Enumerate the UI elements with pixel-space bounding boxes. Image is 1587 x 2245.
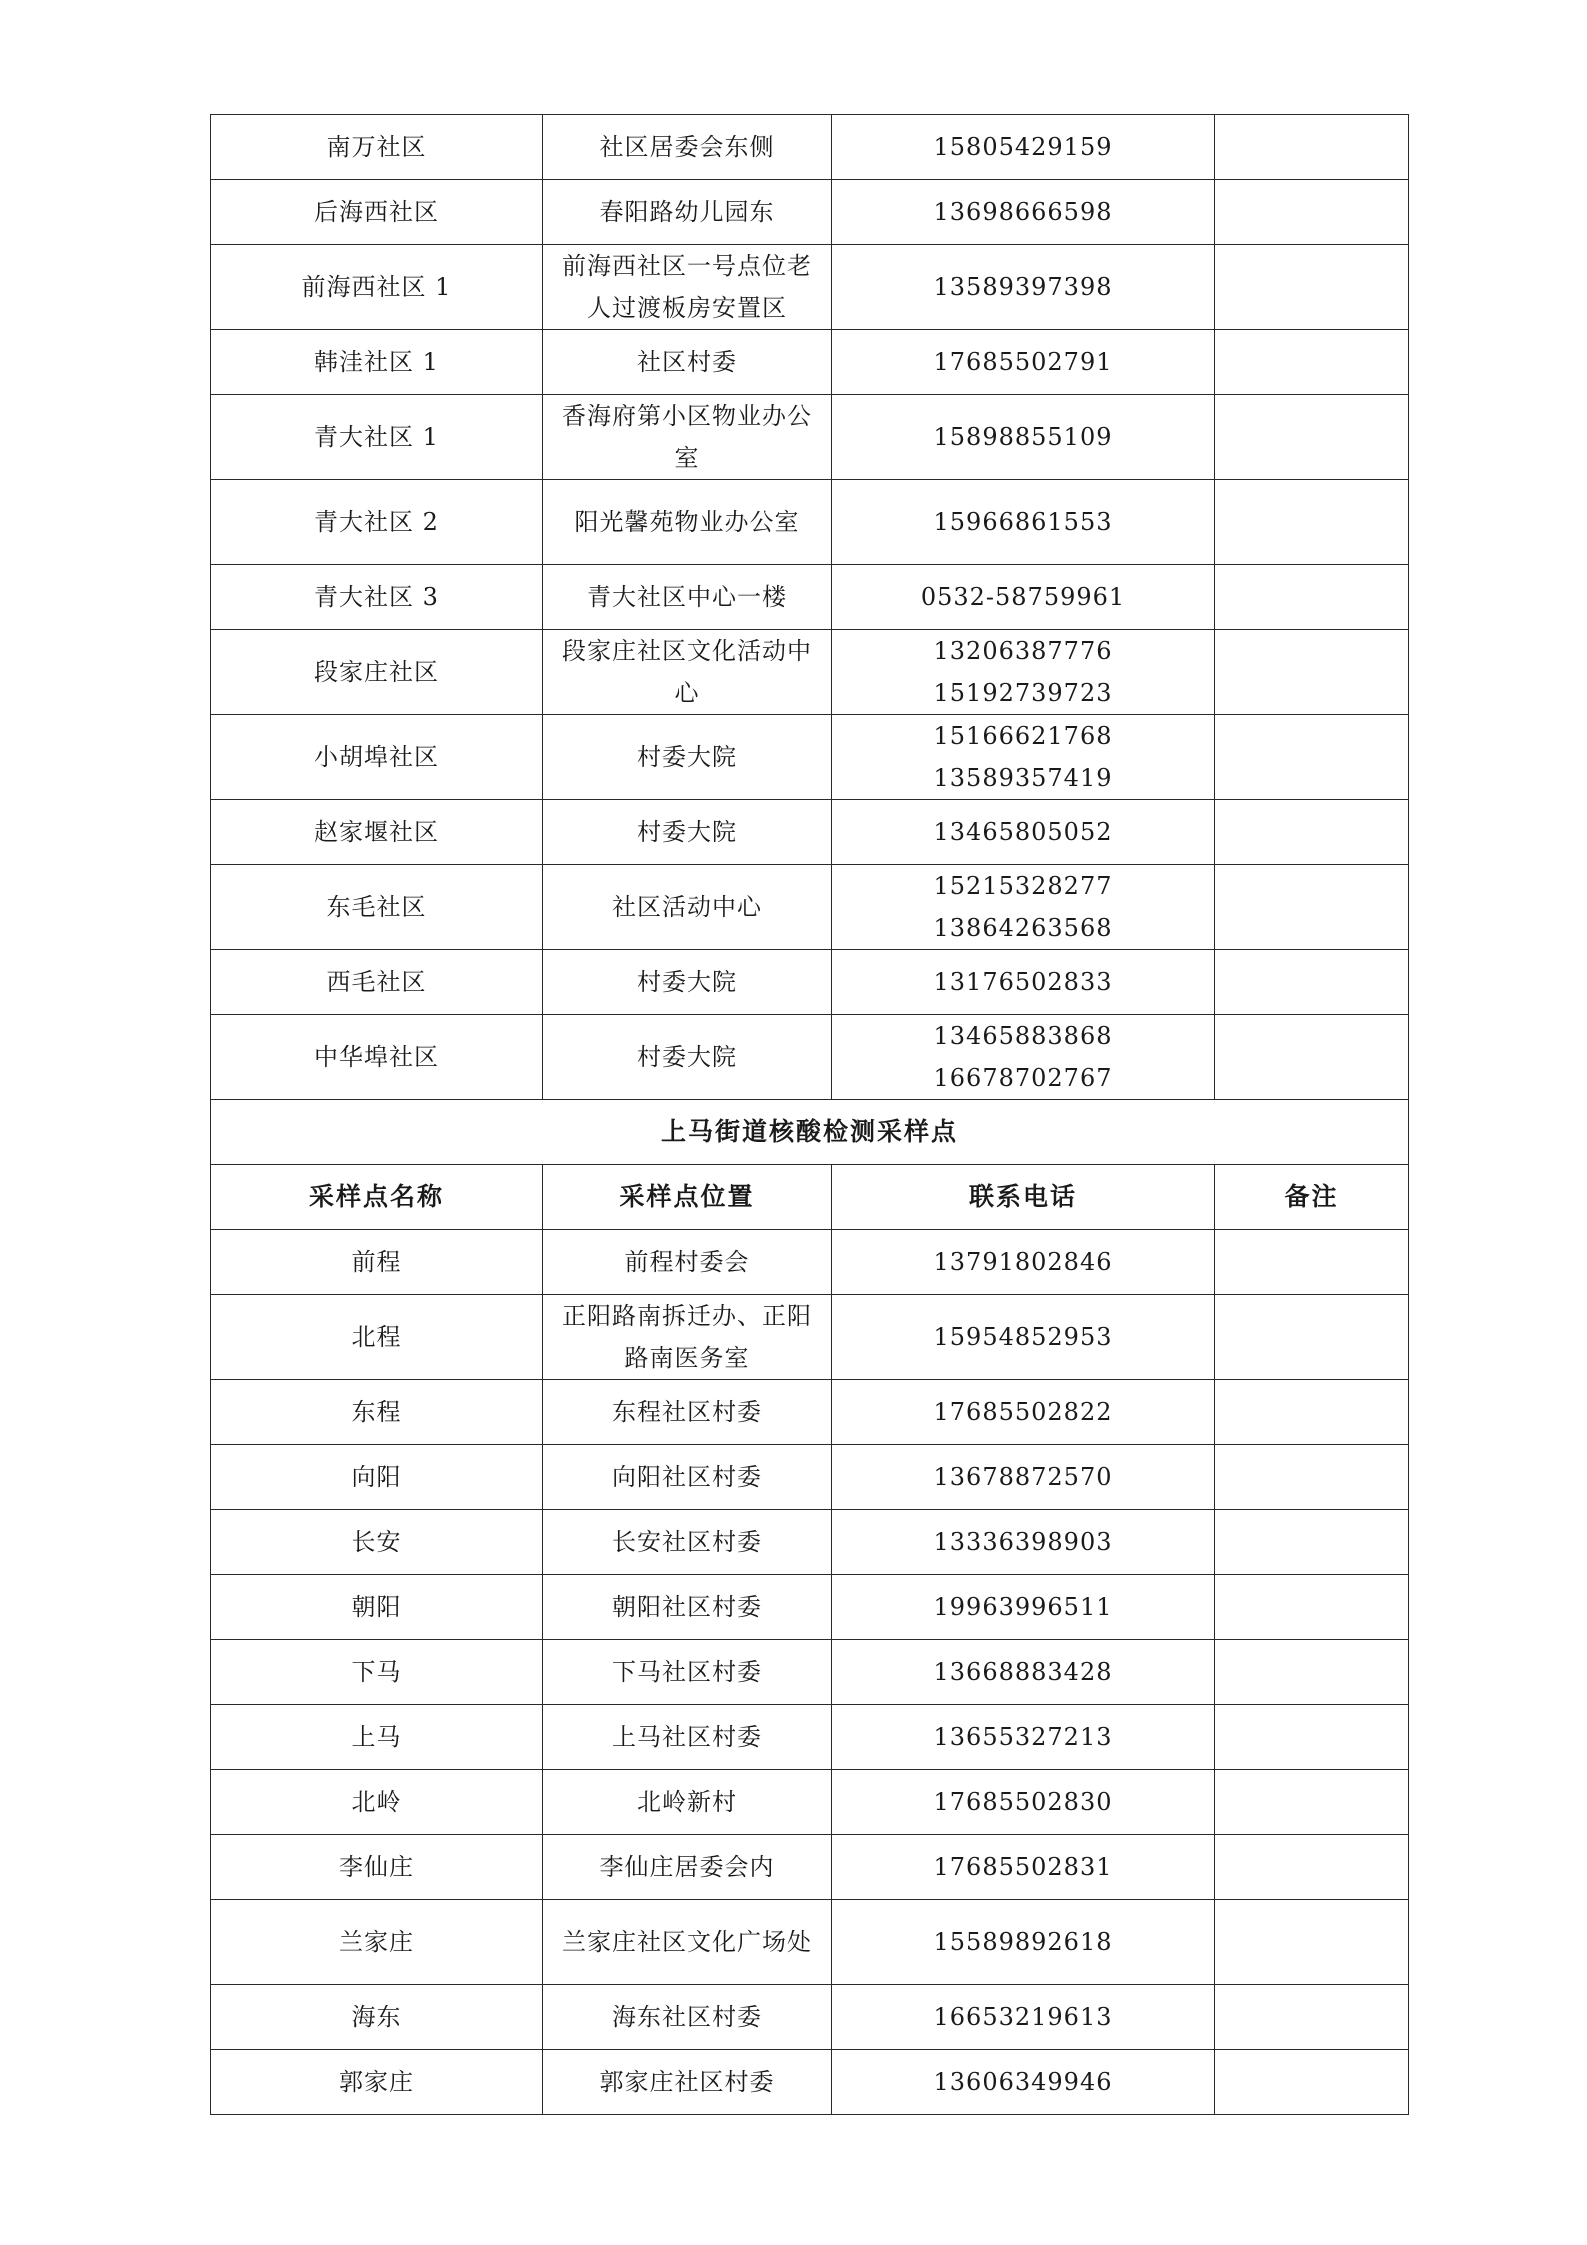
- cell-name: 北岭: [211, 1770, 543, 1835]
- phone-number: 13176502833: [933, 968, 1113, 996]
- table-row: [211, 2050, 1409, 2115]
- table-row: [211, 630, 1409, 715]
- table2-body: [211, 1230, 1409, 2115]
- cell-name: 青大社区 2: [211, 480, 543, 565]
- table-row: [211, 1445, 1409, 1510]
- phone-number: 16653219613: [933, 2003, 1113, 2031]
- cell-phone: [832, 565, 1215, 630]
- cell-phone: [832, 330, 1215, 395]
- cell-phone: [832, 395, 1215, 480]
- location-text: 村委大院: [637, 743, 737, 771]
- cell-name: 韩洼社区 1: [211, 330, 543, 395]
- phone-number: 17685502831: [933, 1853, 1113, 1881]
- cell-location: [543, 1380, 832, 1445]
- cell-note: [1215, 565, 1409, 630]
- cell-location: [543, 245, 832, 330]
- location-text: 前程村委会: [624, 1248, 750, 1276]
- table-row: [211, 1510, 1409, 1575]
- cell-name: 朝阳: [211, 1575, 543, 1640]
- table-row: [211, 1230, 1409, 1295]
- cell-note: [1215, 115, 1409, 180]
- table-header-row: [211, 1165, 1409, 1230]
- document-page: [210, 114, 1408, 2115]
- cell-location: [543, 1295, 832, 1380]
- phone-number: 15898855109: [933, 423, 1113, 451]
- location-text: 社区村委: [637, 348, 737, 376]
- sampling-points-table: [210, 114, 1409, 2115]
- location-text: 村委大院: [637, 968, 737, 996]
- cell-phone: [832, 1295, 1215, 1380]
- cell-location: [543, 1510, 832, 1575]
- cell-phone: [832, 1575, 1215, 1640]
- table-row: [211, 1985, 1409, 2050]
- cell-note: [1215, 715, 1409, 800]
- cell-location: [543, 115, 832, 180]
- cell-phone: [832, 1380, 1215, 1445]
- phone-number: 13589397398: [933, 273, 1113, 301]
- cell-note: [1215, 1380, 1409, 1445]
- phone-number: 16678702767: [933, 1064, 1113, 1092]
- cell-note: [1215, 1015, 1409, 1100]
- cell-note: [1215, 180, 1409, 245]
- cell-note: [1215, 245, 1409, 330]
- header-location: 采样点位置: [543, 1165, 832, 1230]
- cell-location: [543, 1640, 832, 1705]
- cell-name: 西毛社区: [211, 950, 543, 1015]
- location-text: 海东社区村委: [612, 2003, 762, 2031]
- cell-name: 海东: [211, 1985, 543, 2050]
- cell-phone: [832, 1015, 1215, 1100]
- phone-number: 17685502830: [933, 1788, 1113, 1816]
- cell-note: [1215, 630, 1409, 715]
- phone-number: 13668883428: [933, 1658, 1113, 1686]
- location-text: 青大社区中心一楼: [587, 583, 787, 611]
- cell-name: 北程: [211, 1295, 543, 1380]
- location-text: 春阳路幼儿园东: [599, 198, 775, 226]
- cell-location: [543, 1015, 832, 1100]
- cell-location: [543, 1445, 832, 1510]
- cell-location: [543, 330, 832, 395]
- cell-phone: [832, 630, 1215, 715]
- location-text: 李仙庄居委会内: [599, 1853, 775, 1881]
- cell-name: 赵家堰社区: [211, 800, 543, 865]
- phone-number: 13206387776: [933, 637, 1113, 665]
- cell-name: 小胡埠社区: [211, 715, 543, 800]
- table-row: [211, 1575, 1409, 1640]
- cell-location: [543, 1705, 832, 1770]
- table-row: [211, 1835, 1409, 1900]
- cell-name: 下马: [211, 1640, 543, 1705]
- cell-phone: [832, 1900, 1215, 1985]
- cell-note: [1215, 950, 1409, 1015]
- cell-location: [543, 1230, 832, 1295]
- cell-location: [543, 1985, 832, 2050]
- cell-note: [1215, 1510, 1409, 1575]
- location-text: 社区居委会东侧: [599, 133, 775, 161]
- table-row: [211, 1380, 1409, 1445]
- phone-number: 13698666598: [933, 198, 1113, 226]
- table-row: [211, 245, 1409, 330]
- cell-note: [1215, 1770, 1409, 1835]
- table-row: [211, 950, 1409, 1015]
- cell-name: 兰家庄: [211, 1900, 543, 1985]
- cell-location: [543, 180, 832, 245]
- cell-phone: [832, 245, 1215, 330]
- table-row: [211, 865, 1409, 950]
- cell-name: 东程: [211, 1380, 543, 1445]
- cell-note: [1215, 1295, 1409, 1380]
- cell-note: [1215, 1575, 1409, 1640]
- cell-phone: [832, 950, 1215, 1015]
- cell-note: [1215, 2050, 1409, 2115]
- cell-note: [1215, 865, 1409, 950]
- phone-number: 19963996511: [933, 1593, 1113, 1621]
- cell-name: 郭家庄: [211, 2050, 543, 2115]
- phone-number: 13606349946: [933, 2068, 1113, 2096]
- cell-phone: [832, 800, 1215, 865]
- table-row: [211, 480, 1409, 565]
- cell-phone: [832, 1230, 1215, 1295]
- cell-name: 东毛社区: [211, 865, 543, 950]
- cell-name: 段家庄社区: [211, 630, 543, 715]
- header-note: 备注: [1215, 1165, 1409, 1230]
- cell-location: [543, 480, 832, 565]
- table-row: [211, 1705, 1409, 1770]
- section-title: 上马街道核酸检测采样点: [211, 1100, 1409, 1165]
- cell-note: [1215, 1985, 1409, 2050]
- location-text: 村委大院: [637, 818, 737, 846]
- location-text: 东程社区村委: [612, 1398, 762, 1426]
- table-row: [211, 1900, 1409, 1985]
- cell-phone: [832, 115, 1215, 180]
- cell-location: [543, 395, 832, 480]
- cell-location: [543, 715, 832, 800]
- cell-name: 青大社区 3: [211, 565, 543, 630]
- location-text: 下马社区村委: [612, 1658, 762, 1686]
- cell-name: 前海西社区 1: [211, 245, 543, 330]
- phone-number: 13589357419: [933, 764, 1113, 792]
- cell-name: 后海西社区: [211, 180, 543, 245]
- phone-number: 17685502791: [933, 348, 1113, 376]
- phone-number: 13791802846: [933, 1248, 1113, 1276]
- table-row: [211, 180, 1409, 245]
- phone-number: 13655327213: [933, 1723, 1113, 1751]
- cell-phone: [832, 715, 1215, 800]
- cell-location: [543, 800, 832, 865]
- location-text: 北岭新村: [637, 1788, 737, 1816]
- table-row: [211, 715, 1409, 800]
- cell-note: [1215, 330, 1409, 395]
- phone-number: 0532-58759961: [920, 583, 1126, 611]
- cell-name: 前程: [211, 1230, 543, 1295]
- table2-section: [211, 1100, 1409, 1230]
- phone-number: 15215328277: [933, 872, 1113, 900]
- table-row: [211, 1770, 1409, 1835]
- phone-number: 13678872570: [933, 1463, 1113, 1491]
- cell-location: [543, 630, 832, 715]
- table-row: [211, 1640, 1409, 1705]
- cell-phone: [832, 480, 1215, 565]
- cell-phone: [832, 1985, 1215, 2050]
- cell-note: [1215, 1230, 1409, 1295]
- phone-number: 15966861553: [933, 508, 1113, 536]
- cell-note: [1215, 1445, 1409, 1510]
- location-text: 前海西社区一号点位老人过渡板房安置区: [562, 252, 812, 322]
- cell-note: [1215, 395, 1409, 480]
- table-row: [211, 800, 1409, 865]
- table-row: [211, 1015, 1409, 1100]
- cell-phone: [832, 180, 1215, 245]
- cell-name: 上马: [211, 1705, 543, 1770]
- cell-phone: [832, 1705, 1215, 1770]
- cell-note: [1215, 800, 1409, 865]
- table1-body: [211, 115, 1409, 1100]
- phone-number: 15805429159: [933, 133, 1113, 161]
- cell-phone: [832, 865, 1215, 950]
- header-name: 采样点名称: [211, 1165, 543, 1230]
- cell-location: [543, 1835, 832, 1900]
- table-row: [211, 1295, 1409, 1380]
- cell-note: [1215, 480, 1409, 565]
- cell-name: 长安: [211, 1510, 543, 1575]
- cell-name: 中华埠社区: [211, 1015, 543, 1100]
- location-text: 社区活动中心: [612, 893, 762, 921]
- cell-name: 向阳: [211, 1445, 543, 1510]
- cell-location: [543, 2050, 832, 2115]
- phone-number: 15589892618: [933, 1928, 1113, 1956]
- location-text: 正阳路南拆迁办、正阳路南医务室: [562, 1302, 812, 1372]
- table2-title-row: [211, 1100, 1409, 1165]
- cell-note: [1215, 1640, 1409, 1705]
- location-text: 段家庄社区文化活动中心: [562, 637, 812, 707]
- cell-phone: [832, 1770, 1215, 1835]
- cell-location: [543, 950, 832, 1015]
- cell-location: [543, 865, 832, 950]
- cell-phone: [832, 2050, 1215, 2115]
- location-text: 上马社区村委: [612, 1723, 762, 1751]
- location-text: 长安社区村委: [612, 1528, 762, 1556]
- table-row: [211, 115, 1409, 180]
- cell-phone: [832, 1640, 1215, 1705]
- cell-location: [543, 565, 832, 630]
- table-row: [211, 395, 1409, 480]
- cell-name: 南万社区: [211, 115, 543, 180]
- cell-name: 青大社区 1: [211, 395, 543, 480]
- cell-note: [1215, 1705, 1409, 1770]
- cell-location: [543, 1900, 832, 1985]
- phone-number: 17685502822: [933, 1398, 1113, 1426]
- cell-location: [543, 1770, 832, 1835]
- table-row: [211, 565, 1409, 630]
- location-text: 香海府第小区物业办公室: [562, 402, 812, 472]
- location-text: 兰家庄社区文化广场处: [562, 1928, 812, 1956]
- cell-note: [1215, 1900, 1409, 1985]
- phone-number: 15166621768: [933, 722, 1113, 750]
- phone-number: 15192739723: [933, 679, 1113, 707]
- phone-number: 13864263568: [933, 914, 1113, 942]
- cell-phone: [832, 1445, 1215, 1510]
- table-row: [211, 330, 1409, 395]
- location-text: 阳光馨苑物业办公室: [574, 508, 800, 536]
- phone-number: 13465805052: [933, 818, 1113, 846]
- location-text: 向阳社区村委: [612, 1463, 762, 1491]
- cell-location: [543, 1575, 832, 1640]
- cell-phone: [832, 1835, 1215, 1900]
- cell-note: [1215, 1835, 1409, 1900]
- phone-number: 13465883868: [933, 1022, 1113, 1050]
- location-text: 朝阳社区村委: [612, 1593, 762, 1621]
- location-text: 郭家庄社区村委: [599, 2068, 775, 2096]
- cell-name: 李仙庄: [211, 1835, 543, 1900]
- header-phone: 联系电话: [832, 1165, 1215, 1230]
- cell-phone: [832, 1510, 1215, 1575]
- location-text: 村委大院: [637, 1043, 737, 1071]
- phone-number: 13336398903: [933, 1528, 1113, 1556]
- phone-number: 15954852953: [933, 1323, 1113, 1351]
